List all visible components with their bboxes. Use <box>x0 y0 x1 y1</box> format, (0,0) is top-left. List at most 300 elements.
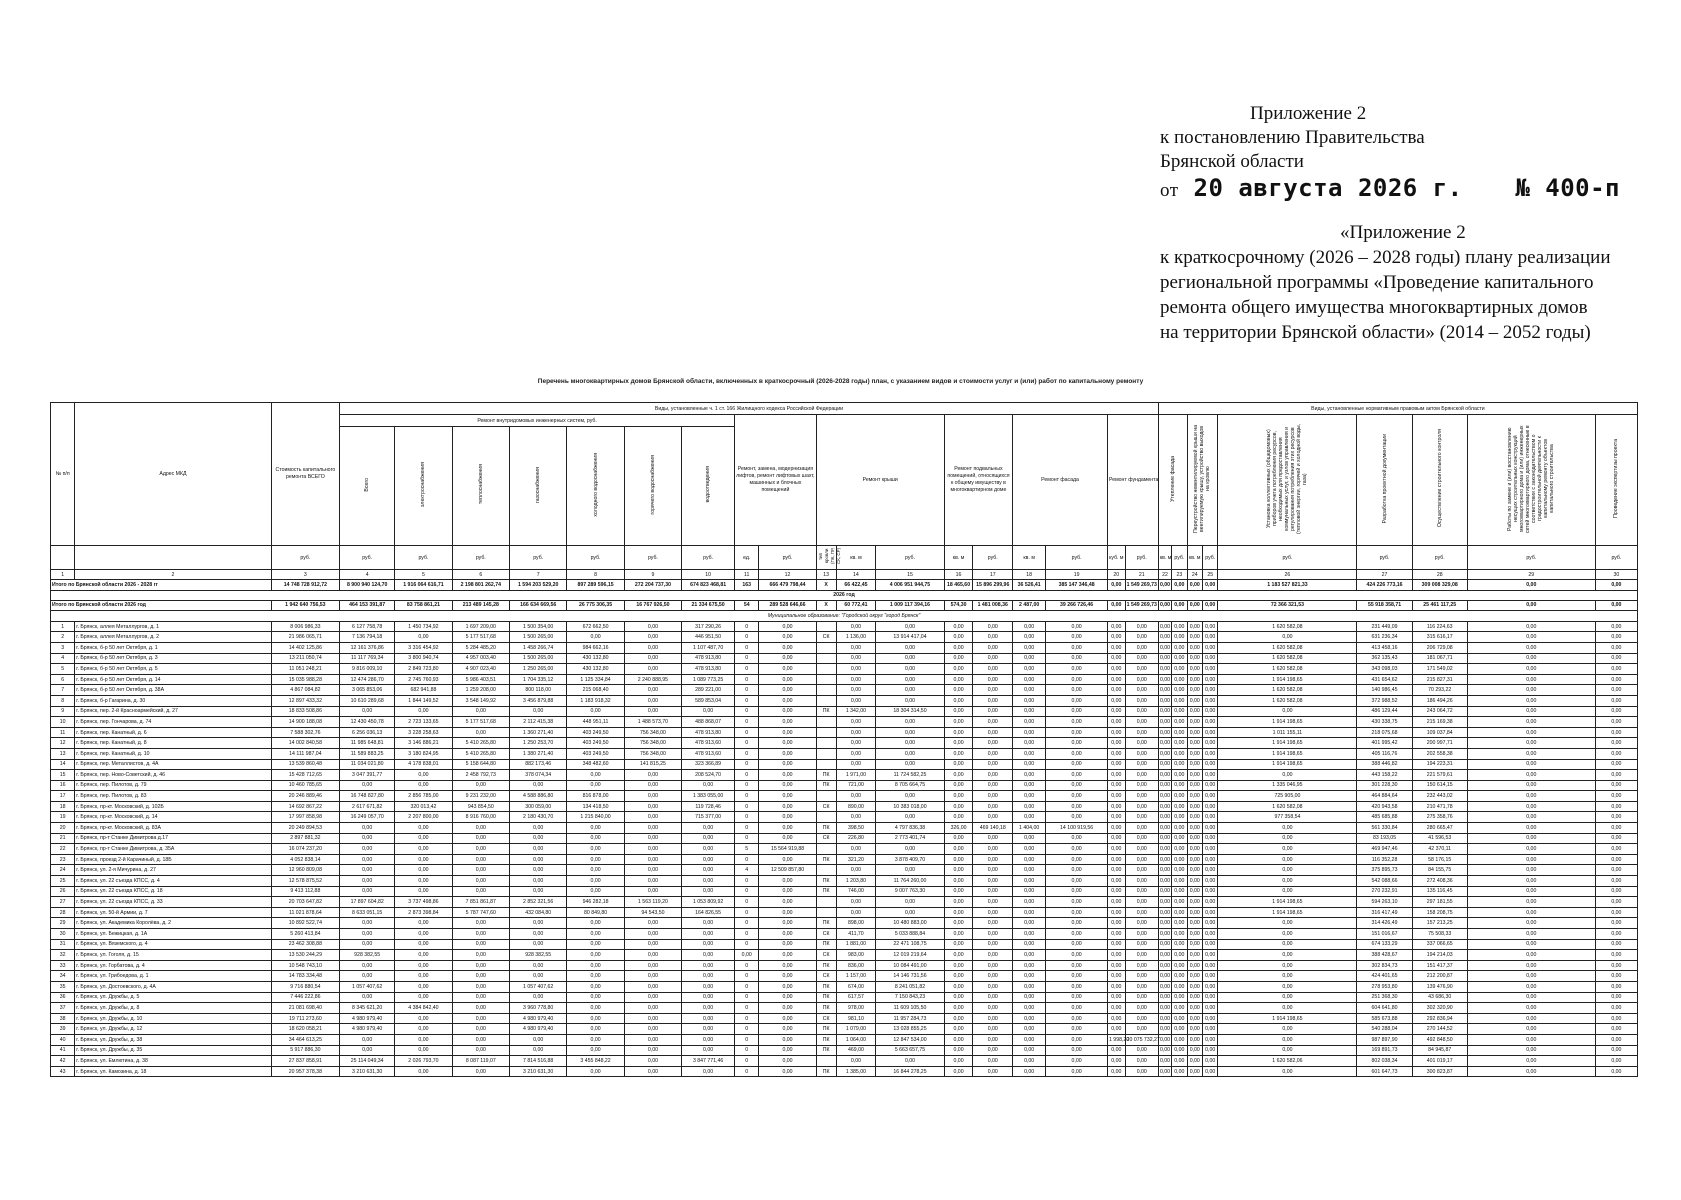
table-cell: 2 458 792,73 <box>452 770 509 781</box>
table-cell: 1 942 640 756,53 <box>271 600 339 611</box>
table-cell: 0,00 <box>1218 960 1357 971</box>
table-cell: 0,00 <box>1202 780 1217 791</box>
table-row <box>51 950 1638 961</box>
table-header <box>51 403 1638 580</box>
table-cell: 315 616,17 <box>1412 632 1467 643</box>
table-cell: 0,00 <box>1187 759 1202 770</box>
table-cell: 0,00 <box>1158 950 1171 961</box>
table-cell: 0,00 <box>1046 685 1108 696</box>
table-cell: 0,00 <box>1595 1056 1637 1067</box>
table-cell: 398,50 <box>836 823 876 834</box>
table-cell: 2 745 760,93 <box>395 674 452 685</box>
table-cell: 16 844 278,25 <box>876 1066 944 1077</box>
table-cell: 0,00 <box>624 1034 681 1045</box>
table-cell: 0,00 <box>1125 717 1158 728</box>
table-cell <box>816 907 836 918</box>
table-row <box>51 960 1638 971</box>
address-cell: г. Брянск, ул. 50-й Армии, д. 7 <box>75 907 271 918</box>
table-cell: 109 037,84 <box>1412 727 1467 738</box>
table-cell: 0,00 <box>1046 738 1108 749</box>
table-cell: 981,10 <box>836 1013 876 1024</box>
table-cell: 0,00 <box>1218 981 1357 992</box>
table-cell: 0 <box>735 685 759 696</box>
table-cell <box>816 642 836 653</box>
table-cell: 0,00 <box>1218 971 1357 982</box>
table-cell: 0,00 <box>836 685 876 696</box>
table-cell: 0,00 <box>1107 706 1125 717</box>
table-cell: 26 775 306,35 <box>567 600 624 611</box>
table-cell: 0,00 <box>759 717 816 728</box>
table-cell: 0,00 <box>1046 801 1108 812</box>
table-cell: 0,00 <box>1187 780 1202 791</box>
table-cell: 0,00 <box>1125 695 1158 706</box>
table-cell: 11 034 021,80 <box>340 759 395 770</box>
municipality-row-text: Муниципальное образование: "Городской округ "город Брянск" <box>51 611 1638 622</box>
table-cell: 0 <box>735 738 759 749</box>
table-cell: 5 410 265,80 <box>452 738 509 749</box>
table-cell: 0,00 <box>340 854 395 865</box>
table-cell: 0,00 <box>682 918 735 929</box>
table-cell: 206 729,08 <box>1412 642 1467 653</box>
table-cell: 12 474 286,70 <box>340 674 395 685</box>
table-cell: 326,00 <box>944 823 973 834</box>
table-cell: 309 008 329,08 <box>1412 580 1467 591</box>
address-cell: г. Брянск, б-р 50 лет Октября, д. 5 <box>75 664 271 675</box>
table-cell: 0,00 <box>1172 1013 1187 1024</box>
table-cell: 0,00 <box>1202 801 1217 812</box>
table-cell: 11 117 769,34 <box>340 653 395 664</box>
table-cell: 171 549,02 <box>1412 664 1467 675</box>
unit-cell: кв. м <box>1013 546 1046 570</box>
table-cell: 0,00 <box>1202 981 1217 992</box>
table-cell: 0,00 <box>1595 1024 1637 1035</box>
table-row <box>51 791 1638 802</box>
table-cell: 0,00 <box>876 897 944 908</box>
table-cell: 11 985 648,81 <box>340 738 395 749</box>
table-cell: 0,00 <box>1202 854 1217 865</box>
table-cell: 715 377,00 <box>682 812 735 823</box>
table-cell: 4 980 979,40 <box>340 1013 395 1024</box>
column-number: 5 <box>395 570 452 580</box>
table-cell: 0,00 <box>624 844 681 855</box>
table-cell: 0,00 <box>1172 685 1187 696</box>
table-cell: 372 988,52 <box>1357 695 1412 706</box>
table-cell: 21 334 675,50 <box>682 600 735 611</box>
table-cell: 1 057 407,62 <box>510 981 567 992</box>
table-cell <box>816 727 836 738</box>
decree-number: № 400-п <box>1515 174 1620 202</box>
table-cell: 0,00 <box>1202 759 1217 770</box>
table-cell: 2 <box>51 632 75 643</box>
table-cell: 2 207 800,00 <box>395 812 452 823</box>
table-cell: 0,00 <box>973 717 1013 728</box>
table-cell: 0,00 <box>395 844 452 855</box>
table-cell: 0,00 <box>836 844 876 855</box>
table-cell: 0,00 <box>1046 1003 1108 1014</box>
table-cell: 0,00 <box>1595 981 1637 992</box>
table-cell: 0,00 <box>944 812 973 823</box>
table-cell: 0,00 <box>1107 950 1125 961</box>
table-cell: 1 914 198,65 <box>1218 907 1357 918</box>
table-cell: 3 800 940,74 <box>395 653 452 664</box>
table-cell <box>816 812 836 823</box>
table-row <box>51 918 1638 929</box>
table-cell: 38 <box>51 1013 75 1024</box>
table-cell: 0 <box>735 1056 759 1067</box>
table-cell: 14 783 334,48 <box>271 971 339 982</box>
address-cell: г. Брянск, пер. Металлистов, д. 4А <box>75 759 271 770</box>
table-cell: 0,00 <box>395 960 452 971</box>
table-cell: 0 <box>735 992 759 1003</box>
table-cell: 0,00 <box>1202 886 1217 897</box>
table-cell: 0 <box>735 854 759 865</box>
address-cell: г. Брянск, ул. Емлютина, д. 38 <box>75 1056 271 1067</box>
table-cell: 0,00 <box>510 780 567 791</box>
table-cell: 0,00 <box>836 727 876 738</box>
table-cell: 4 <box>51 653 75 664</box>
table-cell: 0,00 <box>1595 664 1637 675</box>
address-cell: г. Брянск, пер. Пилотов, д. 79 <box>75 780 271 791</box>
table-cell: 0,00 <box>1467 717 1595 728</box>
table-cell: 15 564 919,88 <box>759 844 816 855</box>
table-cell: 15 896 299,96 <box>973 580 1013 591</box>
table-cell: 674,00 <box>836 981 876 992</box>
address-cell: г. Брянск, аллея Металлургов, д. 2 <box>75 632 271 643</box>
table-cell: 0,00 <box>944 674 973 685</box>
table-cell: 0,00 <box>1595 876 1637 887</box>
unit-cell: кв. м <box>1187 546 1202 570</box>
table-cell: 0,00 <box>973 918 1013 929</box>
table-cell: 0,00 <box>876 674 944 685</box>
table-cell: 2 617 671,82 <box>340 801 395 812</box>
table-cell: 0,00 <box>567 960 624 971</box>
table-cell: 0,00 <box>1187 981 1202 992</box>
table-cell: 574,30 <box>944 600 973 611</box>
table-row <box>51 674 1638 685</box>
table-cell: 39 <box>51 1024 75 1035</box>
program-line-1: к краткосрочному (2026 – 2028 годы) плану реализации <box>1160 247 1611 268</box>
table-cell: 302 834,73 <box>1357 960 1412 971</box>
table-cell: 1 079,00 <box>836 1024 876 1035</box>
table-cell: 0,00 <box>836 907 876 918</box>
table-cell: 0,00 <box>1013 621 1046 632</box>
table-row <box>51 981 1638 992</box>
table-cell: 0,00 <box>1107 812 1125 823</box>
table-cell: 10 383 018,00 <box>876 801 944 812</box>
table-cell: 0,00 <box>1107 780 1125 791</box>
table-cell: 0,00 <box>1187 1013 1202 1024</box>
address-cell: г. Брянск, ул. Дружбы, д. 8 <box>75 1003 271 1014</box>
address-cell: г. Брянск, б-р Гагарина, д. 30 <box>75 695 271 706</box>
table-cell: 0,00 <box>759 685 816 696</box>
column-number: 9 <box>624 570 681 580</box>
table-cell: 0,00 <box>510 929 567 940</box>
table-cell: 0,00 <box>1187 600 1202 611</box>
table-cell: 0,00 <box>1125 960 1158 971</box>
column-number: 28 <box>1412 570 1467 580</box>
table-cell: 0,00 <box>1595 950 1637 961</box>
table-cell: 3 548 149,92 <box>452 695 509 706</box>
column-number: 1 <box>51 570 75 580</box>
table-cell: 802 038,34 <box>1357 1056 1412 1067</box>
table-cell: 0,00 <box>1218 1024 1357 1035</box>
column-number: 4 <box>340 570 395 580</box>
table-cell: СК <box>816 632 836 643</box>
table-cell: 0,00 <box>340 706 395 717</box>
table-cell: 1 594 203 529,20 <box>510 580 567 591</box>
table-cell: 0,00 <box>1595 844 1637 855</box>
table-cell: 0,00 <box>1187 1056 1202 1067</box>
table-cell: 0,00 <box>1013 770 1046 781</box>
table-cell: 3 456 879,88 <box>510 695 567 706</box>
table-cell: 362 135,43 <box>1357 653 1412 664</box>
table-cell: 0,00 <box>1187 907 1202 918</box>
table-cell: 0,00 <box>1595 791 1637 802</box>
table-cell: 0,00 <box>682 823 735 834</box>
table-cell: 0,00 <box>944 960 973 971</box>
table-cell: 0,00 <box>1013 664 1046 675</box>
table-cell: 0,00 <box>452 876 509 887</box>
table-cell: 0,00 <box>1046 929 1108 940</box>
table-cell: 12 430 450,78 <box>340 717 395 728</box>
unit-cell: ед. <box>735 546 759 570</box>
table-cell: 0,00 <box>1595 1034 1637 1045</box>
table-cell: 226,80 <box>836 833 876 844</box>
table-cell: 0,00 <box>1107 1066 1125 1077</box>
table-cell: 0,00 <box>944 1003 973 1014</box>
table-cell: 0,00 <box>1125 1013 1158 1024</box>
table-cell: 0,00 <box>452 981 509 992</box>
table-cell: 0,00 <box>1218 770 1357 781</box>
table-cell: 40 <box>51 1034 75 1045</box>
table-cell: 0,00 <box>1172 907 1187 918</box>
table-row <box>51 1013 1638 1024</box>
table-cell: 0,00 <box>1202 717 1217 728</box>
table-cell: 430 132,80 <box>567 664 624 675</box>
table-cell: 0,00 <box>452 823 509 834</box>
table-cell: 0,00 <box>759 780 816 791</box>
table-cell: 0,00 <box>1172 770 1187 781</box>
table-cell: 0,00 <box>1172 1024 1187 1035</box>
table-row <box>51 759 1638 770</box>
table-cell: 0,00 <box>944 833 973 844</box>
table-cell: 0,00 <box>1158 748 1171 759</box>
address-cell: г. Брянск, ул. Бежицкая, д. 1А <box>75 929 271 940</box>
table-cell: 0,00 <box>1158 621 1171 632</box>
address-cell: г. Брянск, аллея Металлургов, д. 1 <box>75 621 271 632</box>
table-cell: 0,00 <box>624 876 681 887</box>
table-cell <box>816 791 836 802</box>
table-cell: 2 112 415,38 <box>510 717 567 728</box>
table-cell: 388 446,82 <box>1357 759 1412 770</box>
table-cell: 0,00 <box>1218 865 1357 876</box>
table-cell: 116 352,28 <box>1357 854 1412 865</box>
table-cell: 0,00 <box>1218 1003 1357 1014</box>
table-cell: 0,00 <box>1158 1034 1171 1045</box>
table-cell: 166 634 669,56 <box>510 600 567 611</box>
table-cell: 3 180 824,95 <box>395 748 452 759</box>
table-cell: 0,00 <box>1107 897 1125 908</box>
table-cell: 0,00 <box>1595 621 1637 632</box>
table-cell: 0,00 <box>1218 1066 1357 1077</box>
table-cell: 0,00 <box>1202 844 1217 855</box>
table-cell: 0,00 <box>682 992 735 1003</box>
table-cell: 0 <box>735 770 759 781</box>
table-cell: 0,00 <box>395 854 452 865</box>
table-cell: 202 558,38 <box>1412 748 1467 759</box>
table-cell: 0,00 <box>1202 960 1217 971</box>
table-cell: 0 <box>735 642 759 653</box>
table-cell: 0,00 <box>1107 653 1125 664</box>
header-insulation <box>1158 415 1187 546</box>
table-cell: 0,00 <box>340 960 395 971</box>
table-cell: 0,00 <box>395 833 452 844</box>
table-cell: 0,00 <box>1202 865 1217 876</box>
table-cell: 478 913,60 <box>682 748 735 759</box>
table-cell: 0,00 <box>1595 1066 1637 1077</box>
address-cell: г. Брянск, б-р 50 лет Октября, д. 3 <box>75 653 271 664</box>
table-cell: 3 210 631,30 <box>510 1066 567 1077</box>
table-cell: 4 957 003,40 <box>452 653 509 664</box>
table-cell: 0,00 <box>1172 981 1187 992</box>
table-cell: 0,00 <box>1125 981 1158 992</box>
table-cell: 23 <box>51 854 75 865</box>
table-cell: 0,00 <box>759 907 816 918</box>
table-cell: 0,00 <box>1467 632 1595 643</box>
table-cell: 0,00 <box>1046 717 1108 728</box>
table-cell: 0,00 <box>682 950 735 961</box>
table-cell: 0,00 <box>973 854 1013 865</box>
table-cell: 0,00 <box>1595 886 1637 897</box>
table-cell: 0,00 <box>1125 706 1158 717</box>
table-cell: 0,00 <box>452 844 509 855</box>
table-cell: ПК <box>816 706 836 717</box>
header-foundation: Ремонт фундамента <box>1107 415 1158 546</box>
table-cell: 21 081 698,40 <box>271 1003 339 1014</box>
table-cell: 1 620 582,08 <box>1218 642 1357 653</box>
table-cell: 0,00 <box>1202 1066 1217 1077</box>
table-cell: 275 358,76 <box>1412 812 1467 823</box>
table-cell: 0,00 <box>1595 812 1637 823</box>
table-cell: 70 293,22 <box>1412 685 1467 696</box>
table-cell: 0,00 <box>1046 770 1108 781</box>
table-cell: 5 917 886,30 <box>271 1045 339 1056</box>
table-cell: 0,00 <box>1125 653 1158 664</box>
table-cell: 1 844 149,52 <box>395 695 452 706</box>
unit-cell: руб. <box>1218 546 1357 570</box>
table-cell <box>816 685 836 696</box>
table-cell: 0,00 <box>1158 801 1171 812</box>
table-cell: 405 116,76 <box>1357 748 1412 759</box>
table-cell: 928 382,55 <box>340 950 395 961</box>
table-cell: 0,00 <box>876 759 944 770</box>
table-cell: 0,00 <box>1187 642 1202 653</box>
table-cell: 0,00 <box>1158 664 1171 675</box>
table-cell: 0,00 <box>973 632 1013 643</box>
table-cell: 0,00 <box>944 695 973 706</box>
table-cell: 666 479 798,44 <box>759 580 816 591</box>
table-cell: 18 833 508,86 <box>271 706 339 717</box>
unit-cell <box>75 546 271 570</box>
table-cell: 0,00 <box>1046 981 1108 992</box>
table-cell: 0,00 <box>682 1034 735 1045</box>
table-cell: 0,00 <box>836 791 876 802</box>
table-cell: 0,00 <box>1467 1034 1595 1045</box>
table-cell: 317 290,26 <box>682 621 735 632</box>
table-cell: 0,00 <box>759 960 816 971</box>
table-cell: 0,00 <box>340 929 395 940</box>
table-cell: 141 815,25 <box>624 759 681 770</box>
table-cell: 215 169,38 <box>1412 717 1467 728</box>
table-cell: 0,00 <box>395 1034 452 1045</box>
table-cell: 12 897 433,32 <box>271 695 339 706</box>
table-cell: 25 <box>51 876 75 887</box>
table-cell: 0,00 <box>395 929 452 940</box>
address-cell: г. Брянск, пр-т Станке Димитрова, д. 35А <box>75 844 271 855</box>
table-cell: 0,00 <box>1595 717 1637 728</box>
table-cell: 0,00 <box>759 886 816 897</box>
table-cell: 0,00 <box>876 621 944 632</box>
header-roof: Ремонт крыши <box>816 415 944 546</box>
table-cell: 1 488 573,70 <box>624 717 681 728</box>
program-title: «Приложение 2 <box>1340 222 1466 243</box>
table-cell: 0 <box>735 1045 759 1056</box>
table-cell: 0,00 <box>1172 748 1187 759</box>
table-cell: 0,00 <box>510 865 567 876</box>
table-cell: 36 <box>51 992 75 1003</box>
table-cell: 16 249 057,70 <box>340 812 395 823</box>
table-cell: 0,00 <box>1013 759 1046 770</box>
header-total-text: Всего <box>364 477 371 492</box>
table-cell: 0,00 <box>624 929 681 940</box>
table-cell: 0,00 <box>1467 939 1595 950</box>
table-cell: 0,00 <box>1046 907 1108 918</box>
unit-cell: руб. <box>1357 546 1412 570</box>
table-cell: 280 665,47 <box>1412 823 1467 834</box>
table-cell: 542 088,66 <box>1357 876 1412 887</box>
table-cell: 0,00 <box>682 1045 735 1056</box>
table-cell: 0,00 <box>1467 653 1595 664</box>
table-cell: 589 853,04 <box>682 695 735 706</box>
table-cell: 0,00 <box>1013 992 1046 1003</box>
table-cell <box>816 674 836 685</box>
table-cell: 0,00 <box>1172 929 1187 940</box>
table-cell <box>816 738 836 749</box>
table-cell: 0,00 <box>624 695 681 706</box>
column-number: 30 <box>1595 570 1637 580</box>
table-cell: 0,00 <box>944 1066 973 1077</box>
table-cell: 0,00 <box>1046 950 1108 961</box>
table-cell: 0,00 <box>973 833 1013 844</box>
table-cell: 0,00 <box>1125 1066 1158 1077</box>
table-cell: 0,00 <box>452 918 509 929</box>
address-cell: г. Брянск, ул. Достоевского, д. 4А <box>75 981 271 992</box>
table-cell: 0,00 <box>1013 886 1046 897</box>
table-cell: 0,00 <box>944 1034 973 1045</box>
column-number: 8 <box>567 570 624 580</box>
table-cell: 0,00 <box>836 674 876 685</box>
table-cell: 0,00 <box>1046 621 1108 632</box>
table-cell: 4 797 836,38 <box>876 823 944 834</box>
table-cell: 343 098,03 <box>1357 664 1412 675</box>
table-cell: 0,00 <box>567 1013 624 1024</box>
table-cell: 0,00 <box>1202 1045 1217 1056</box>
table-cell: 0,00 <box>973 1003 1013 1014</box>
table-cell: 0,00 <box>944 621 973 632</box>
column-number: 7 <box>510 570 567 580</box>
table-cell: 0,00 <box>1172 759 1187 770</box>
table-cell: 169 891,73 <box>1357 1045 1412 1056</box>
